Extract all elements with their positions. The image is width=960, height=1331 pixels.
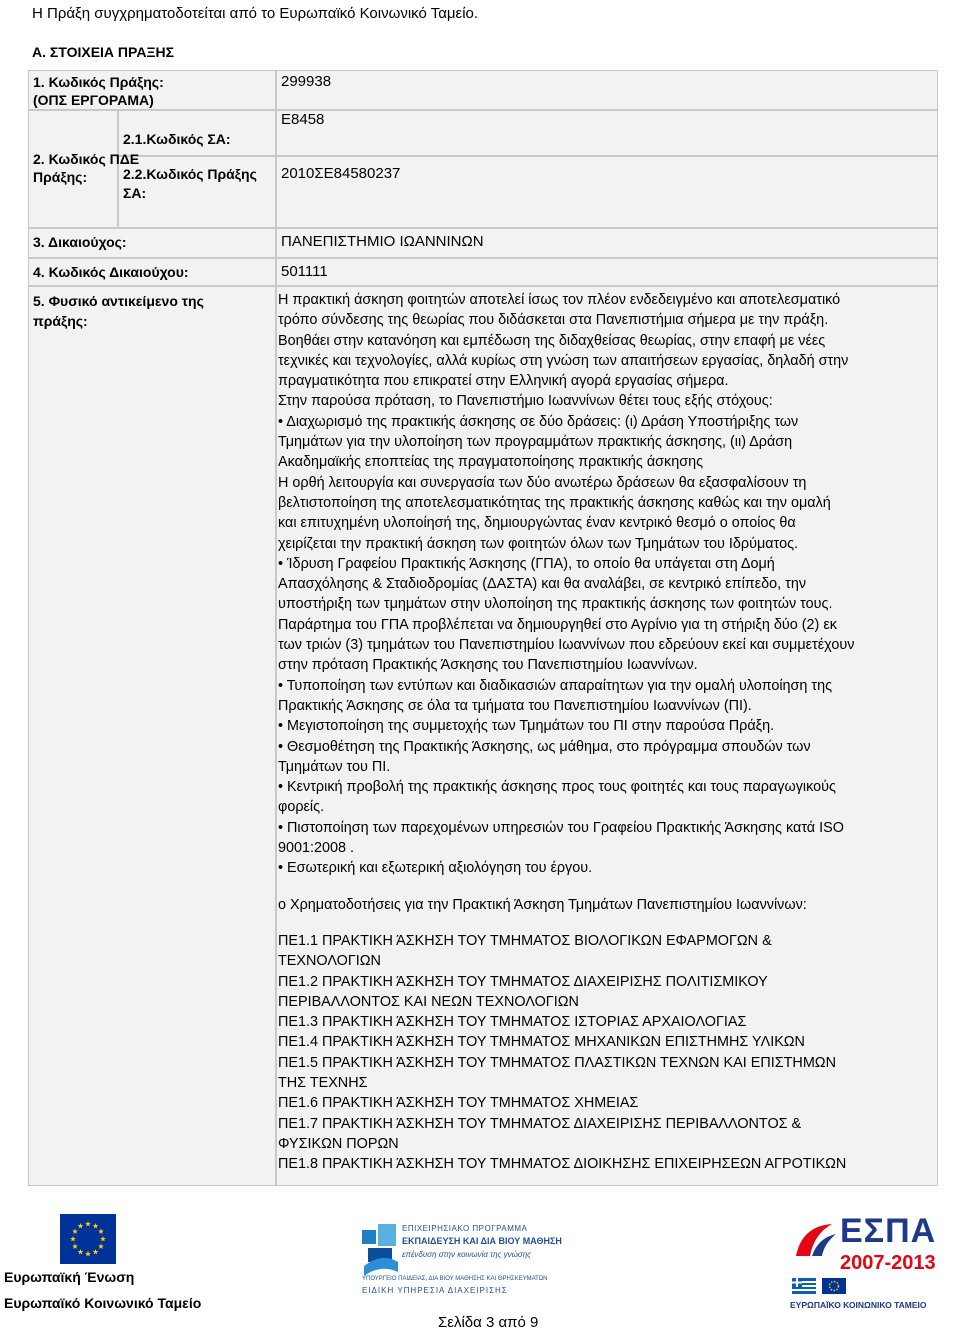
subproject-line: ΠΕ1.3 ΠΡΑΚΤΙΚΗ ΆΣΚΗΣΗ ΤΟΥ ΤΜΗΜΑΤΟΣ ΙΣΤΟΡΙΑΣ ΑΡΧΑΙΟΛΟΓΙΑΣ — [278, 1014, 747, 1031]
funding-intro: ο Χρηματοδοτήσεις για την Πρακτική Άσκηση Τμημάτων Πανεπιστημίου Ιωαννίνων: — [278, 896, 807, 913]
beneficiary-label: 3. Δικαιούχος: — [33, 234, 127, 250]
description-line: τεχνικές και τεχνολογίες, αλλά κυρίως στη γνώση των απαιτήσεων εργασίας, δηλαδή στην — [278, 352, 849, 369]
ops-code-label-2: (ΟΠΣ ΕΡΓΟΡΑΜΑ) — [33, 92, 154, 108]
subproject-line: ΠΕ1.8 ΠΡΑΚΤΙΚΗ ΆΣΚΗΣΗ ΤΟΥ ΤΜΗΜΑΤΟΣ ΔΙΟΙΚΗΣΗΣ ΕΠΙΧΕΙΡΗΣΕΩΝ ΑΓΡΟΤΙΚΩΝ — [278, 1156, 847, 1173]
description-line: Στην παρούσα πρόταση, το Πανεπιστήμιο Ιωαννίνων θέτει τους εξής στόχους: — [278, 393, 773, 410]
programme-line-3: επένδυση στην κοινωνία της γνώσης — [402, 1250, 532, 1259]
pde-label-1: 2. Κωδικός ΠΔΕ — [33, 151, 140, 167]
page-number: Σελίδα 3 από 9 — [438, 1314, 539, 1331]
espa-years: 2007-2013 — [840, 1252, 936, 1274]
description-line: Τμημάτων του ΠΙ. — [278, 758, 391, 775]
description-line: • Ίδρυση Γραφείου Πρακτικής Άσκησης (ΓΠΑ), το οποίο θα υπάγεται στη Δομή — [278, 555, 775, 572]
description-line: • Μεγιστοποίηση της συμμετοχής των Τμημάτων του ΠΙ στην παρούσα Πράξη. — [278, 718, 775, 735]
description-line: βελτιστοποίηση της αποτελεσματικότητας της πρακτικής άσκησης καθώς και την ομαλή — [278, 494, 831, 511]
description-line: • Θεσμοθέτηση της Πρακτικής Άσκησης, ως μάθημα, στο πρόγραμμα σπουδών των — [278, 738, 811, 755]
programme-line-5: ΕΙΔΙΚΗ ΥΠΗΡΕΣΙΑ ΔΙΑΧΕΙΡΙΣΗΣ — [362, 1286, 508, 1295]
description-line: Απασχόλησης & Σταδιοδρομίας (ΔΑΣΤΑ) και θα αναλάβει, σε κεντρικό επίπεδο, την — [278, 576, 807, 593]
pde-label-2: Πράξης: — [33, 169, 88, 185]
sa-project-label-2: ΣΑ: — [123, 185, 147, 201]
description-line: Η πρακτική άσκηση φοιτητών αποτελεί ίσως τον πλέον ενδεδειγμένο και αποτελεσματικό — [278, 292, 841, 308]
project-description — [278, 290, 958, 1174]
espa-logo — [790, 1212, 940, 1312]
sa-code-value-cell — [276, 110, 938, 156]
description-line: πραγματικότητα που επικρατεί στην Ελληνική αγορά εργασίας σήμερα. — [278, 373, 729, 390]
object-label-1: 5. Φυσικό αντικείμενο της — [33, 293, 204, 309]
subproject-line: ΠΕ1.6 ΠΡΑΚΤΙΚΗ ΆΣΚΗΣΗ ΤΟΥ ΤΜΗΜΑΤΟΣ ΧΗΜΕΙΑΣ — [278, 1095, 639, 1112]
subproject-line: ΠΕΡΙΒΑΛΛΟΝΤΟΣ ΚΑΙ ΝΕΩΝ ΤΕΧΝΟΛΟΓΙΩΝ — [278, 993, 579, 1010]
cofunding-note: Η Πράξη συγχρηματοδοτείται από το Ευρωπαϊκό Κοινωνικό Ταμείο. — [32, 5, 479, 22]
subproject-line: ΠΕ1.4 ΠΡΑΚΤΙΚΗ ΆΣΚΗΣΗ ΤΟΥ ΤΜΗΜΑΤΟΣ ΜΗΧΑΝΙΚΩΝ ΕΠΙΣΤΗΜΗΣ ΥΛΙΚΩΝ — [278, 1034, 805, 1051]
description-line: των τριών (3) τμημάτων του Πανεπιστημίου Ιωαννίνων που εδρεύουν εκεί και συμμετέχουν — [278, 637, 855, 654]
subproject-line: ΤΕΧΝΟΛΟΓΙΩΝ — [278, 953, 381, 970]
espa-title: ΕΣΠΑ — [840, 1212, 937, 1250]
subproject-line: ΠΕ1.7 ΠΡΑΚΤΙΚΗ ΆΣΚΗΣΗ ΤΟΥ ΤΜΗΜΑΤΟΣ ΔΙΑΧΕΙΡΙΣΗΣ ΠΕΡΙΒΑΛΛΟΝΤΟΣ & — [278, 1115, 802, 1132]
sa-project-value: 2010ΣΕ84580237 — [281, 165, 401, 182]
description-line: Πρακτικής Άσκησης σε όλα τα τμήματα του Πανεπιστημίου Ιωαννίνων (ΠΙ). — [278, 697, 752, 714]
description-line: τρόπο σύνδεσης της θεωρίας που διδάσκεται στα Πανεπιστήμια σήμερα με την πράξη. — [278, 312, 829, 329]
subproject-line: ΠΕ1.1 ΠΡΑΚΤΙΚΗ ΆΣΚΗΣΗ ΤΟΥ ΤΜΗΜΑΤΟΣ ΒΙΟΛΟΓΙΚΩΝ ΕΦΑΡΜΟΓΩΝ & — [278, 932, 772, 949]
ops-code-value: 299938 — [281, 73, 332, 90]
description-line: χειρίζεται την πρακτική άσκηση των φοιτητών όλων των Τμημάτων του Ιδρύματος. — [278, 535, 799, 552]
sa-project-label-1: 2.2.Κωδικός Πράξης — [123, 166, 257, 182]
description-line: Παράρτημα του ΓΠΑ προβλέπεται να δημιουργηθεί στο Αγρίνιο για τη στήριξη δύο (2) εκ — [278, 616, 837, 633]
sa-code-label: 2.1.Κωδικός ΣΑ: — [123, 131, 231, 147]
description-line: Βοηθάει στην κατανόηση και εμπέδωση της διδαχθείσας θεωρίας, στην επαφή με νέες — [278, 332, 826, 349]
beneficiary-code-label: 4. Κωδικός Δικαιούχου: — [33, 264, 189, 280]
programme-line-2: ΕΚΠΑΙΔΕΥΣΗ ΚΑΙ ΔΙΑ ΒΙΟΥ ΜΑΘΗΣΗ — [402, 1236, 562, 1246]
spacer — [278, 879, 958, 895]
description-line: • Κεντρική προβολή της πρακτικής άσκησης προς τους φοιτητές και τους παραγωγικούς — [278, 779, 836, 796]
subproject-line: ΠΕ1.2 ΠΡΑΚΤΙΚΗ ΆΣΚΗΣΗ ΤΟΥ ΤΜΗΜΑΤΟΣ ΔΙΑΧΕΙΡΙΣΗΣ ΠΟΛΙΤΙΣΜΙΚΟΥ — [278, 973, 768, 990]
sa-code-value: Ε8458 — [281, 111, 325, 128]
object-label-2: πράξης: — [33, 313, 88, 329]
description-line: και επιτυχημένη υλοποίησή της, δημιουργώντας έναν κεντρικό θεσμό ο οποίος θα — [278, 515, 796, 532]
beneficiary-code-value-cell — [276, 258, 938, 286]
greek-eu-flags-icon — [792, 1278, 848, 1294]
description-line: Τμημάτων για την υλοποίηση των προγραμμάτων πρακτικής άσκησης, (ιι) Δράση — [278, 434, 793, 451]
esf-label: Ευρωπαϊκό Κοινωνικό Ταμείο — [4, 1295, 202, 1311]
beneficiary-code-value: 501111 — [281, 263, 328, 280]
eu-flag-logo — [60, 1214, 116, 1264]
description-line: 9001:2008 . — [278, 840, 355, 857]
eu-label: Ευρωπαϊκή Ένωση — [4, 1269, 135, 1285]
description-line: • Εσωτερική και εξωτερική αξιολόγηση του έργου. — [278, 860, 593, 877]
education-programme-logo — [362, 1222, 578, 1298]
programme-line-1: ΕΠΙΧΕΙΡΗΣΙΑΚΟ ΠΡΟΓΡΑΜΜΑ — [402, 1224, 528, 1233]
programme-line-4: ΥΠΟΥΡΓΕΙΟ ΠΑΙΔΕΙΑΣ, ΔΙΑ ΒΙΟΥ ΜΑΘΗΣΗΣ ΚΑΙ ΘΡΗΣΚΕΥΜΑΤΩΝ — [362, 1276, 548, 1282]
espa-emblem-icon — [792, 1220, 838, 1260]
spacer — [278, 915, 958, 931]
subproject-line: ΤΗΣ ΤΕΧΝΗΣ — [278, 1074, 368, 1091]
description-line: • Τυποποίηση των εντύπων και διαδικασιών απαραίτητων για την ομαλή υλοποίηση της — [278, 677, 833, 694]
object-label-cell — [28, 286, 276, 1186]
eu-flag-icon — [60, 1214, 116, 1264]
description-line: Ακαδημαϊκής εποπτείας της πραγματοποίησης πρακτικής άσκησης — [278, 454, 704, 471]
description-line: • Πιστοποίηση των παρεχομένων υπηρεσιών του Γραφείου Πρακτικής Άσκησης κατά ISO — [278, 819, 844, 836]
subproject-line: ΠΕ1.5 ΠΡΑΚΤΙΚΗ ΆΣΚΗΣΗ ΤΟΥ ΤΜΗΜΑΤΟΣ ΠΛΑΣΤΙΚΩΝ ΤΕΧΝΩΝ ΚΑΙ ΕΠΙΣΤΗΜΩΝ — [278, 1054, 836, 1071]
description-line: • Διαχωρισμό της πρακτικής άσκησης σε δύο δράσεις: (ι) Δράση Υποστήριξης των — [278, 413, 799, 430]
subproject-line: ΦΥΣΙΚΩΝ ΠΟΡΩΝ — [278, 1135, 399, 1152]
beneficiary-value: ΠΑΝΕΠΙΣΤΗΜΙΟ ΙΩΑΝΝΙΝΩΝ — [281, 233, 484, 250]
description-line: φορείς. — [278, 799, 325, 816]
ops-code-value-cell — [276, 70, 938, 110]
ops-code-label-1: 1. Κωδικός Πράξης: — [33, 74, 164, 90]
description-line: στην πρόταση Πρακτικής Άσκησης του Πανεπιστημίου Ιωαννίνων. — [278, 657, 698, 674]
section-title: Α. ΣΤΟΙΧΕΙΑ ΠΡΑΞΗΣ — [32, 44, 174, 60]
espa-caption: ΕΥΡΩΠΑΪΚΟ ΚΟΙΝΩΝΙΚΟ ΤΑΜΕΙΟ — [790, 1300, 927, 1310]
description-line: Η ορθή λειτουργία και συνεργασία των δύο ανωτέρω δράσεων θα εξασφαλίσουν τη — [278, 474, 807, 491]
description-line: υποστήριξη των τμημάτων στην υλοποίηση της πρακτικής άσκησης των φοιτητών τους. — [278, 596, 833, 613]
